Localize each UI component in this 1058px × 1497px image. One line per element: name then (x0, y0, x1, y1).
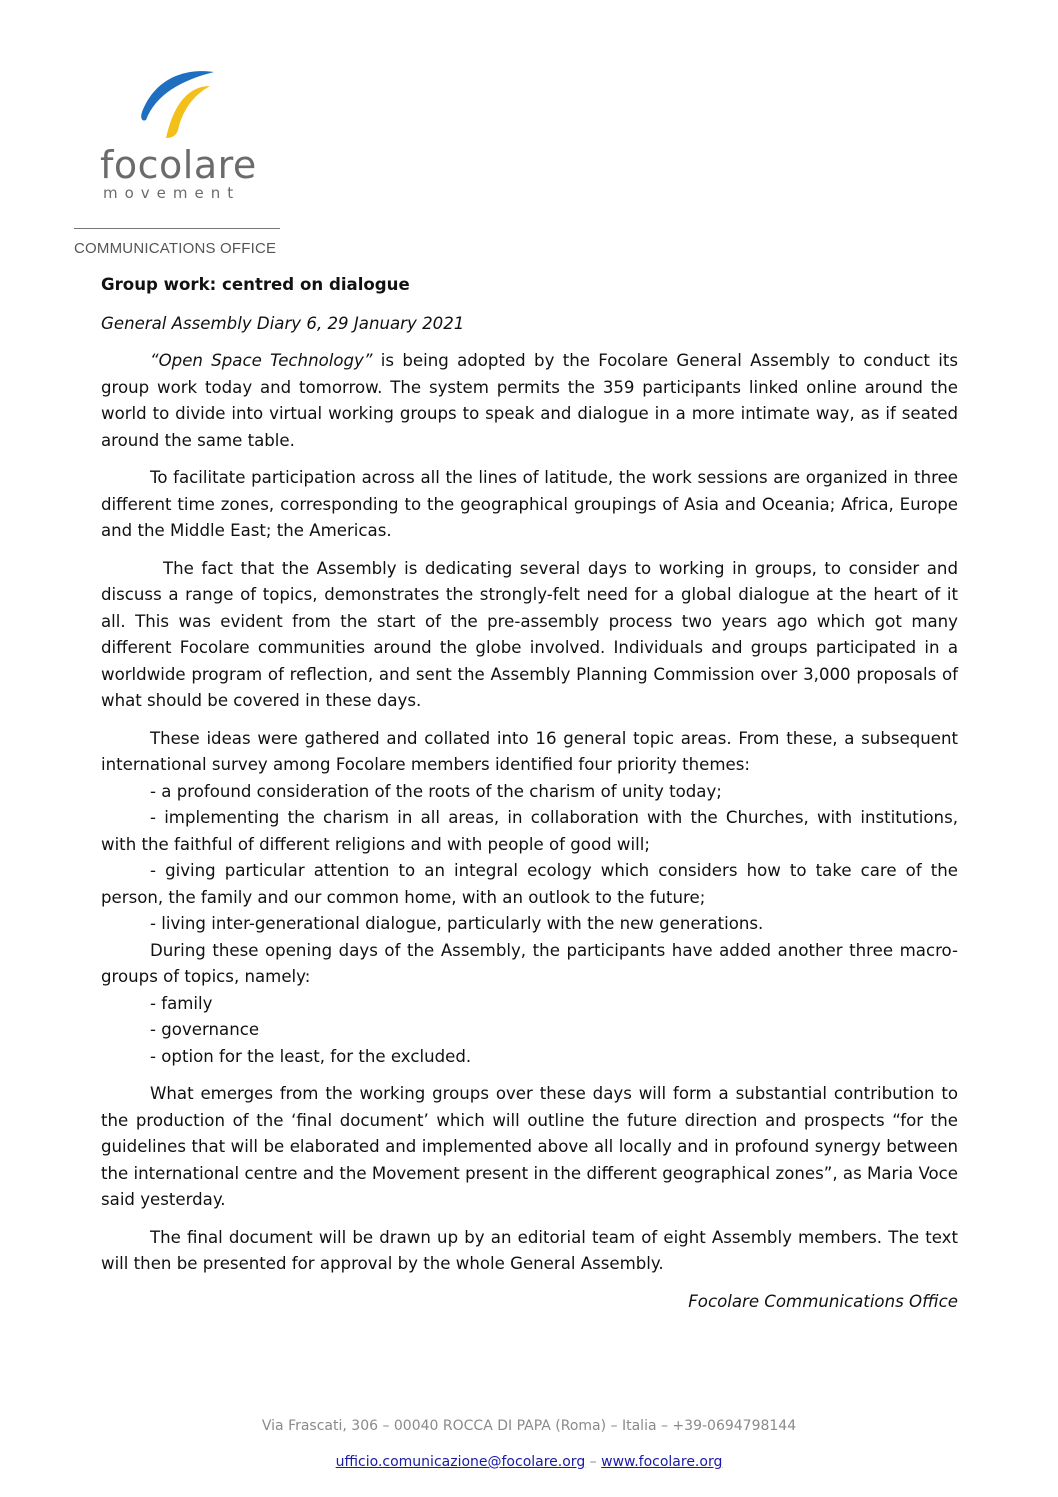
article-title: Group work: centred on dialogue (101, 275, 410, 294)
theme-item-2: - implementing the charism in all areas, in collaboration with the Churches, with institutions, with the faithful of different religions and with people of good will; (101, 808, 958, 854)
theme-item-3: - giving particular attention to an integral ecology which considers how to take care of the person, the family and our common home, with an outlook to the future; (101, 861, 958, 907)
focolare-logo-icon (136, 68, 216, 140)
logo-subtitle: movement (103, 184, 241, 202)
footer-address: Via Frascati, 306 – 00040 ROCCA DI PAPA (Roma) – Italia – +39-0694798144 (261, 1418, 797, 1434)
footer-links (0, 1454, 1058, 1470)
office-label: COMMUNICATIONS OFFICE (74, 240, 277, 257)
theme-item-4: - living inter-generational dialogue, particularly with the new generations. (150, 914, 764, 933)
focolare-logo (100, 68, 280, 208)
paragraph-1 (101, 348, 958, 454)
website-link[interactable]: www.focolare.org (601, 1454, 723, 1470)
paragraph-7: The final document will be drawn up by an editorial team of eight Assembly members. The text will then be presented for approval by the whole General Assembly. (101, 1227, 958, 1273)
header-divider (74, 228, 280, 229)
paragraph-4: These ideas were gathered and collated into 16 general topic areas. From these, a subsequent international survey among Focolare members identified four priority themes: (101, 728, 958, 774)
paragraph-1-emphasis: “Open Space Technology” (150, 351, 373, 370)
footer-separator: – (585, 1454, 602, 1470)
theme-item-1: - a profound consideration of the roots of the charism of unity today; (150, 781, 722, 801)
paragraph-1-text: is being adopted by the Focolare General Assembly to conduct its group work today and tomorrow. The system permits the 359 participants linked online around the world to divide into virtual working groups to speak and dialogue in a more intimate way, as if seated around the same table. (101, 351, 958, 450)
paragraph-2: To facilitate participation across all the lines of latitude, the work sessions are organized in three different time zones, corresponding to the geographical groupings of Asia and Oceania; Africa, Europe and the Middle East; the Americas. (101, 468, 958, 540)
macro-group-item-3: - option for the least, for the excluded. (150, 1046, 472, 1066)
article-subtitle: General Assembly Diary 6, 29 January 2021 (101, 313, 465, 333)
signature: Focolare Communications Office (688, 1291, 958, 1311)
paragraph-3: The fact that the Assembly is dedicating several days to working in groups, to consider and discuss a range of topics, demonstrates the strongly-felt need for a global dialogue at the heart of it all. This was evident from the start of the pre-assembly process two years ago which got many different Focolare communities around the globe involved. Individuals and groups participated in a worldwide program of reflection, and sent the Assembly Planning Commission over 3,000 proposals of what should be covered in these days. (101, 558, 958, 710)
macro-group-item-1: - family (150, 993, 213, 1013)
logo-wordmark: focolare (100, 143, 257, 187)
article-body (101, 272, 958, 1315)
macro-group-item-2: - governance (150, 1020, 260, 1039)
paragraph-6: What emerges from the working groups over these days will form a substantial contribution to the production of the ‘final document’ which will outline the future direction and prospects “for the guidelines that will be elaborated and implemented above all locally and in profound synergy between the international centre and the Movement present in the different geographical zones”, as Maria Voce said yesterday. (101, 1084, 958, 1209)
paragraph-5: During these opening days of the Assembly, the participants have added another three macro-groups of topics, namely: (101, 940, 958, 986)
email-link[interactable]: ufficio.comunicazione@focolare.org (335, 1454, 586, 1470)
